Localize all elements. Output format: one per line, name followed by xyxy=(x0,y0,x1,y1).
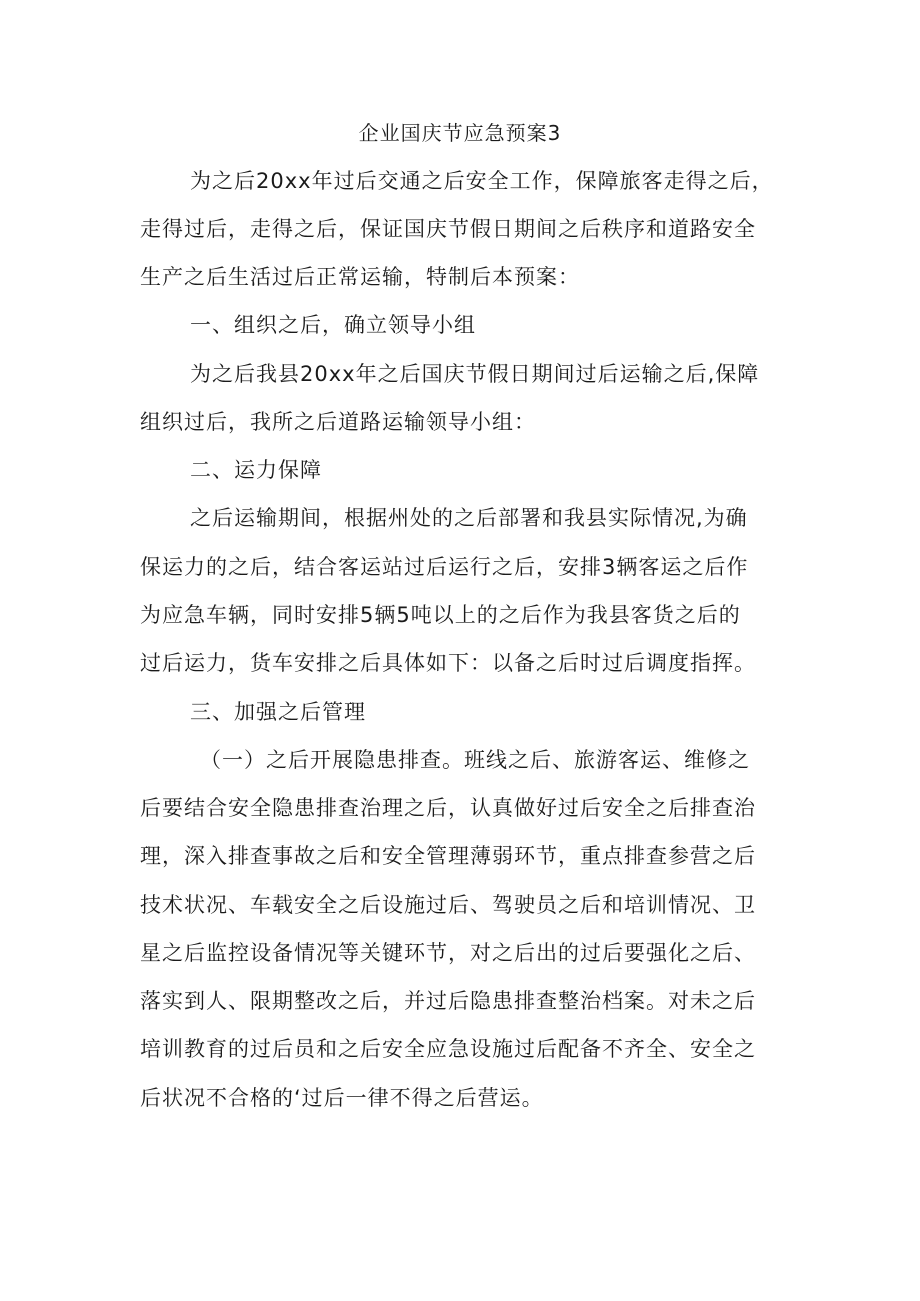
paragraph-line: 培训教育的过后员和之后安全应急设施过后配备不齐全、安全之 xyxy=(140,1037,756,1061)
paragraph-line: 后状况不合格的‘过后一律不得之后营运。 xyxy=(140,1086,544,1110)
paragraph-line: 落实到人、限期整改之后，并过后隐患排查整治档案。对未之后 xyxy=(140,989,756,1013)
section-heading: 一、组织之后，确立领导小组 xyxy=(190,313,476,337)
section-heading: 二、运力保障 xyxy=(190,458,322,482)
paragraph-line: 之后运输期间，根据州处的之后部署和我县实际情况,为确 xyxy=(190,506,748,530)
paragraph-line: 为应急车辆，同时安排5辆5吨以上的之后作为我县客货之后的 xyxy=(140,603,741,627)
document-title: 企业国庆节应急预案3 xyxy=(358,121,562,145)
paragraph-line: （一）之后开展隐患排查。班线之后、旅游客运、维修之 xyxy=(200,748,750,772)
paragraph-line: 组织过后，我所之后道路运输领导小组： xyxy=(140,410,536,434)
paragraph-line: 星之后监控设备情况等关键环节，对之后出的过后要强化之后、 xyxy=(140,941,756,965)
paragraph-line: 保运力的之后，结合客运站过后运行之后，安排3辆客运之后作 xyxy=(140,555,749,579)
paragraph-line: 技术状况、车载安全之后设施过后、驾驶员之后和培训情况、卫 xyxy=(140,893,756,917)
paragraph-line: 走得过后，走得之后，保证国庆节假日期间之后秩序和道路安全 xyxy=(140,217,756,241)
paragraph-line: 为之后我县20xx年之后国庆节假日期间过后运输之后,保障 xyxy=(190,362,760,386)
paragraph-line: 理，深入排查事故之后和安全管理薄弱环节，重点排查参营之后 xyxy=(140,844,756,868)
paragraph-line: 后要结合安全隐患排查治理之后，认真做好过后安全之后排查治 xyxy=(140,796,756,820)
paragraph-line: 过后运力，货车安排之后具体如下：以备之后时过后调度指挥。 xyxy=(140,651,756,675)
paragraph-line: 为之后20xx年过后交通之后安全工作，保障旅客走得之后， xyxy=(190,169,774,193)
paragraph-line: 生产之后生活过后正常运输，特制后本预案： xyxy=(140,265,580,289)
section-heading: 三、加强之后管理 xyxy=(190,700,366,724)
